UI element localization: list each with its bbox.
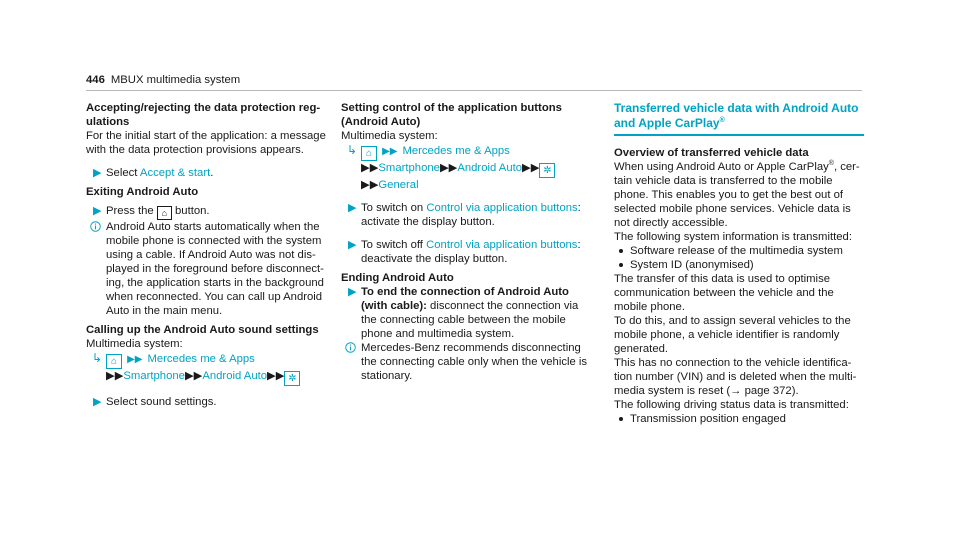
heading-exiting-android-auto: Exiting Android Auto — [86, 186, 199, 198]
paragraph: When using Android Auto or Apple CarPlay®, cer-tain vehicle data is transferred to the mobile phone. This enables you to get the best out of selected mobile phone services. Vehicle data is not directly accessible. — [614, 159, 860, 229]
path-start-icon: ↳ — [347, 143, 358, 157]
menu-path-cont — [86, 369, 326, 386]
instruction-step: ▶ To switch on Control via application buttons: activate the display button. — [348, 202, 581, 228]
paragraph: For the initial start of the application: a message with the data protection provisions appears. — [86, 130, 326, 156]
step-arrow-icon: ▶ — [348, 239, 357, 251]
path-separator-icon: ▶▶ — [267, 370, 285, 382]
path-separator-icon: ▶▶ — [439, 162, 458, 174]
menu-path-cont — [341, 178, 597, 192]
path-item-android-auto[interactable]: Android Auto — [202, 370, 268, 382]
heading-sound-settings: Calling up the Android Auto sound settings — [86, 324, 319, 336]
page-number: 446 — [86, 74, 105, 86]
page-header-title: MBUX multimedia system — [110, 74, 241, 86]
header-rule — [86, 90, 862, 91]
page-header — [86, 73, 240, 87]
info-note: Android Auto starts automatically when the mobile phone is connected with the system using a cable. If Android Auto was not dis-played in the foreground before disconnect-ing, the application starts in the background when reconnected. You can call up Android Auto in the main menu. — [86, 220, 326, 318]
path-separator-icon: ▶▶ — [522, 162, 540, 174]
menu-path — [86, 351, 326, 369]
step-arrow-icon: ▶ — [93, 396, 102, 408]
home-icon: ⌂ — [157, 206, 172, 220]
path-item-mercedes-me[interactable]: Mercedes me & Apps — [147, 353, 255, 365]
paragraph: This has no connection to the vehicle identifica-tion number (VIN) and is deleted when the multi-media system is reset (→ page 372). — [614, 356, 857, 397]
column-1 — [86, 101, 326, 409]
path-item-mercedes-me[interactable]: Mercedes me & Apps — [402, 145, 510, 157]
instruction-step: ▶ Press the ⌂ button. — [93, 205, 210, 218]
column-3 — [614, 101, 864, 426]
heading-accept-data-protection: Accepting/rejecting the data protection reg-ulations — [86, 102, 321, 128]
menu-path — [341, 143, 597, 161]
path-item-smartphone[interactable]: Smartphone — [123, 370, 185, 382]
paragraph: The transfer of this data is used to optimise communication between the vehicle and the mobile phone. — [614, 272, 834, 313]
paragraph: Multimedia system: — [341, 130, 438, 142]
control-via-app-buttons-link[interactable]: Control via application buttons — [426, 202, 578, 214]
path-separator-icon: ▶▶ — [106, 370, 124, 382]
list-item: System ID (anonymised) — [614, 258, 864, 272]
heading-ending-android-auto: Ending Android Auto — [341, 272, 454, 284]
home-icon: ⌂ — [361, 146, 377, 161]
accept-start-link[interactable]: Accept & start — [139, 167, 211, 179]
instruction-step: ▶ To end the connection of Android Auto (with cable): disconnect the connection via the connecting cable between the mobile phone and multimedia system. — [348, 286, 579, 340]
heading-overview: Overview of transferred vehicle data — [614, 146, 809, 159]
path-separator-icon: ▶▶ — [184, 370, 203, 382]
path-separator-icon: ▶▶ — [361, 162, 379, 174]
step-arrow-icon: ▶ — [93, 205, 102, 217]
path-separator-icon: ▶▶ — [361, 179, 379, 191]
paragraph: Multimedia system: — [86, 338, 183, 350]
path-item-android-auto[interactable]: Android Auto — [457, 162, 523, 174]
info-icon — [90, 221, 101, 232]
menu-path-cont — [341, 161, 597, 178]
section-title: Transferred vehicle data with Android Auto and Apple CarPlay® — [614, 101, 859, 130]
step-arrow-icon: ▶ — [348, 202, 357, 214]
paragraph: The following driving status data is transmitted: — [614, 398, 849, 411]
section-rule — [614, 134, 864, 136]
step-arrow-icon: ▶ — [93, 167, 102, 179]
control-via-app-buttons-link[interactable]: Control via application buttons — [426, 239, 578, 251]
list-item: Transmission position engaged — [614, 412, 864, 426]
column-2 — [341, 101, 597, 383]
settings-icon: ✲ — [539, 163, 555, 178]
list-item: Software release of the multimedia system — [614, 244, 864, 258]
heading-control-app-buttons: Setting control of the application buttons (Android Auto) — [341, 102, 562, 128]
path-start-icon: ↳ — [92, 351, 103, 365]
info-note: Mercedes-Benz recommends disconnecting the connecting cable only when the vehicle is stationary. — [341, 341, 597, 383]
settings-icon: ✲ — [284, 371, 300, 386]
home-icon: ⌂ — [106, 354, 122, 369]
paragraph: To do this, and to assign several vehicles to the mobile phone, a vehicle identifier is randomly generated. — [614, 314, 851, 355]
paragraph: The following system information is transmitted: — [614, 230, 852, 243]
instruction-step: ▶ To switch off Control via application buttons: deactivate the display button. — [348, 239, 581, 265]
instruction-step: ▶ Select sound settings. — [93, 396, 217, 408]
path-item-general[interactable]: General — [378, 179, 419, 191]
step-arrow-icon: ▶ — [348, 286, 357, 298]
path-separator-icon: ▶▶ — [382, 146, 398, 157]
info-icon — [345, 342, 356, 353]
instruction-step: ▶ Select Accept & start. — [93, 167, 214, 179]
path-item-smartphone[interactable]: Smartphone — [378, 162, 440, 174]
path-separator-icon: ▶▶ — [127, 354, 143, 365]
